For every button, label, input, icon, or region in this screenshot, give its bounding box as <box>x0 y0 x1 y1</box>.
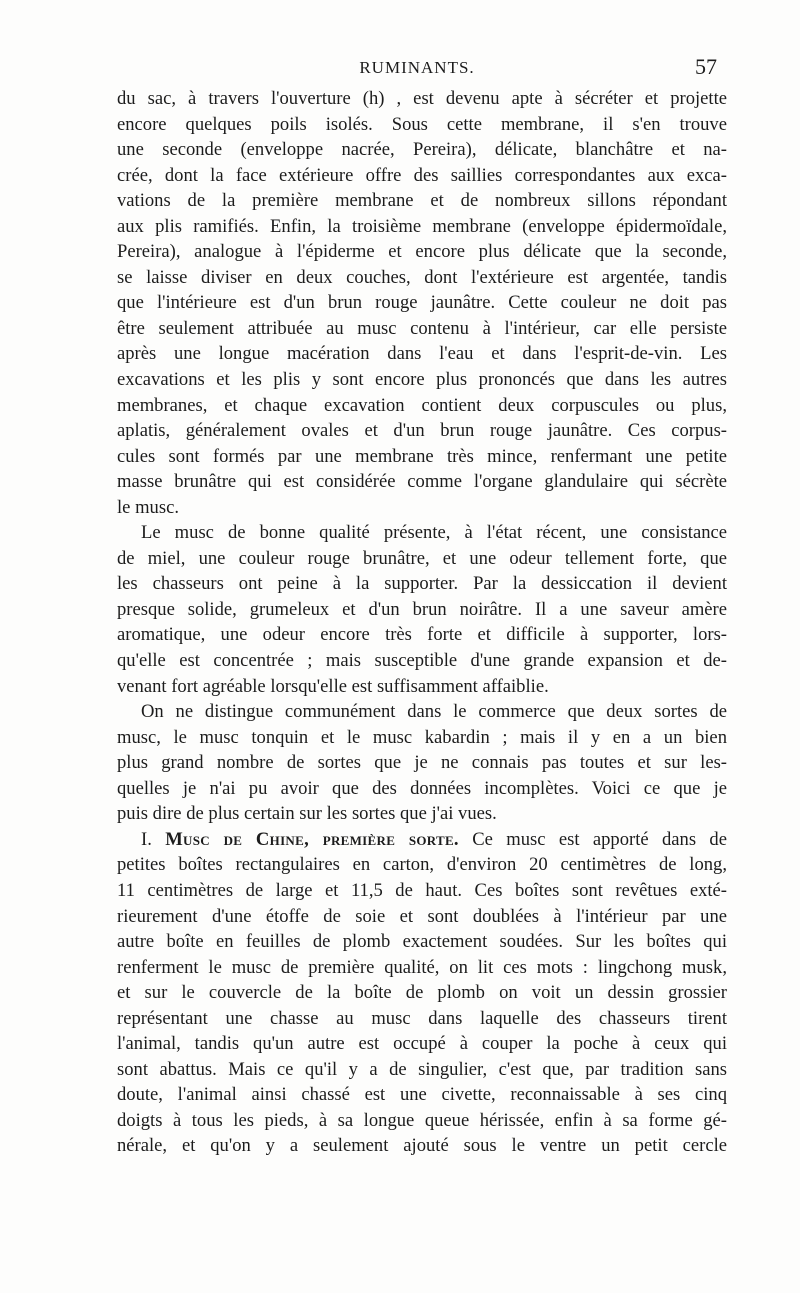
text-line: vations de la première membrane et de nombreux sillons répondant <box>117 190 727 212</box>
text-line: presque solide, grumeleux et d'un brun noirâtre. Il a une saveur amère <box>117 598 727 620</box>
page-header <box>117 54 717 84</box>
text-line: musc, le musc tonquin et le musc kabardin ; mais il y en a un bien <box>117 726 727 748</box>
text-line: Pereira), analogue à l'épiderme et encore plus délicate que la seconde, <box>117 241 727 263</box>
text-line: plus grand nombre de sortes que je ne connais pas toutes et sur les- <box>117 752 727 774</box>
text-line: aplatis, généralement ovales et d'un brun rouge jaunâtre. Ces corpus- <box>117 420 727 442</box>
text-line: les chasseurs ont peine à la supporter. Par la dessiccation il devient <box>117 573 727 595</box>
text-line: doute, l'animal ainsi chassé est une civette, reconnaissable à ses cinq <box>117 1084 727 1106</box>
text-line: renferment le musc de première qualité, on lit ces mots : lingchong musk, <box>117 956 727 978</box>
text-line: que l'intérieure est d'un brun rouge jaunâtre. Cette couleur ne doit pas <box>117 292 727 314</box>
text-line: membranes, et chaque excavation contient deux corpuscules ou plus, <box>117 394 727 416</box>
text-line: petites boîtes rectangulaires en carton, d'environ 20 centimètres de long, <box>117 854 727 876</box>
text-line: cules sont formés par une membrane très mince, renfermant une petite <box>117 445 727 467</box>
text-line: encore quelques poils isolés. Sous cette membrane, il s'en trouve <box>117 113 727 135</box>
text-line: après une longue macération dans l'eau et dans l'esprit-de-vin. Les <box>117 343 727 365</box>
text-line: rieurement d'une étoffe de soie et sont doublées à l'intérieur par une <box>117 905 727 927</box>
text-line: du sac, à travers l'ouverture (h) , est devenu apte à sécréter et projette <box>117 88 727 109</box>
text-line: autre boîte en feuilles de plomb exactement soudées. Sur les boîtes qui <box>117 931 727 953</box>
section-number: I. <box>141 828 166 850</box>
text-line: On ne distingue communément dans le commerce que deux sortes de <box>141 701 727 723</box>
text-line: puis dire de plus certain sur les sortes que j'ai vues. <box>117 803 497 825</box>
text-line: une seconde (enveloppe nacrée, Pereira), délicate, blanchâtre et na- <box>117 139 727 161</box>
line-text: Ce musc est apporté dans de <box>458 828 727 850</box>
text-line: être seulement attribuée au musc contenu à l'intérieur, car elle persiste <box>117 317 727 339</box>
text-line: se laisse diviser en deux couches, dont l'extérieure est argentée, tandis <box>117 266 727 288</box>
text-line: représentant une chasse au musc dans laquelle des chasseurs tirent <box>117 1007 727 1029</box>
section-title: Musc de Chine, première sorte. <box>165 828 459 850</box>
text-line: doigts à tous les pieds, à sa longue queue hérissée, enfin à sa forme gé- <box>117 1109 727 1131</box>
text-line: l'animal, tandis qu'un autre est occupé à couper la poche à ceux qui <box>117 1033 727 1055</box>
text-line: quelles je n'ai pu avoir que des données incomplètes. Voici ce que je <box>117 777 727 799</box>
text-line: qu'elle est concentrée ; mais susceptible d'une grande expansion et de- <box>117 650 727 672</box>
text-line: aromatique, une odeur encore très forte et difficile à supporter, lors- <box>117 624 727 646</box>
text-line: nérale, et qu'on y a seulement ajouté sous le ventre un petit cercle <box>117 1135 727 1157</box>
text-line: de miel, une couleur rouge brunâtre, et une odeur tellement forte, que <box>117 547 727 569</box>
text-line: excavations et les plis y sont encore plus prononcés que dans les autres <box>117 369 727 391</box>
text-line: 11 centimètres de large et 11,5 de haut. Ces boîtes sont revêtues exté- <box>117 879 727 901</box>
text-line: masse brunâtre qui est considérée comme l'organe glandulaire qui sécrète <box>117 471 727 493</box>
text-line: et sur le couvercle de la boîte de plomb on voit un dessin grossier <box>117 982 727 1004</box>
text-line: le musc. <box>117 496 179 518</box>
text-line: aux plis ramifiés. Enfin, la troisième membrane (enveloppe épidermoïdale, <box>117 215 727 237</box>
text-line: venant fort agréable lorsqu'elle est suffisamment affaiblie. <box>117 675 549 697</box>
body-text <box>117 86 727 1159</box>
page-number: 57 <box>695 54 717 79</box>
text-line: Le musc de bonne qualité présente, à l'état récent, une consistance <box>141 522 727 544</box>
text-line <box>117 827 727 853</box>
running-title: RUMINANTS. <box>359 58 475 77</box>
text-line: sont abattus. Mais ce qu'il y a de singulier, c'est que, par tradition sans <box>117 1058 727 1080</box>
text-line: crée, dont la face extérieure offre des saillies correspondantes aux exca- <box>117 164 727 186</box>
